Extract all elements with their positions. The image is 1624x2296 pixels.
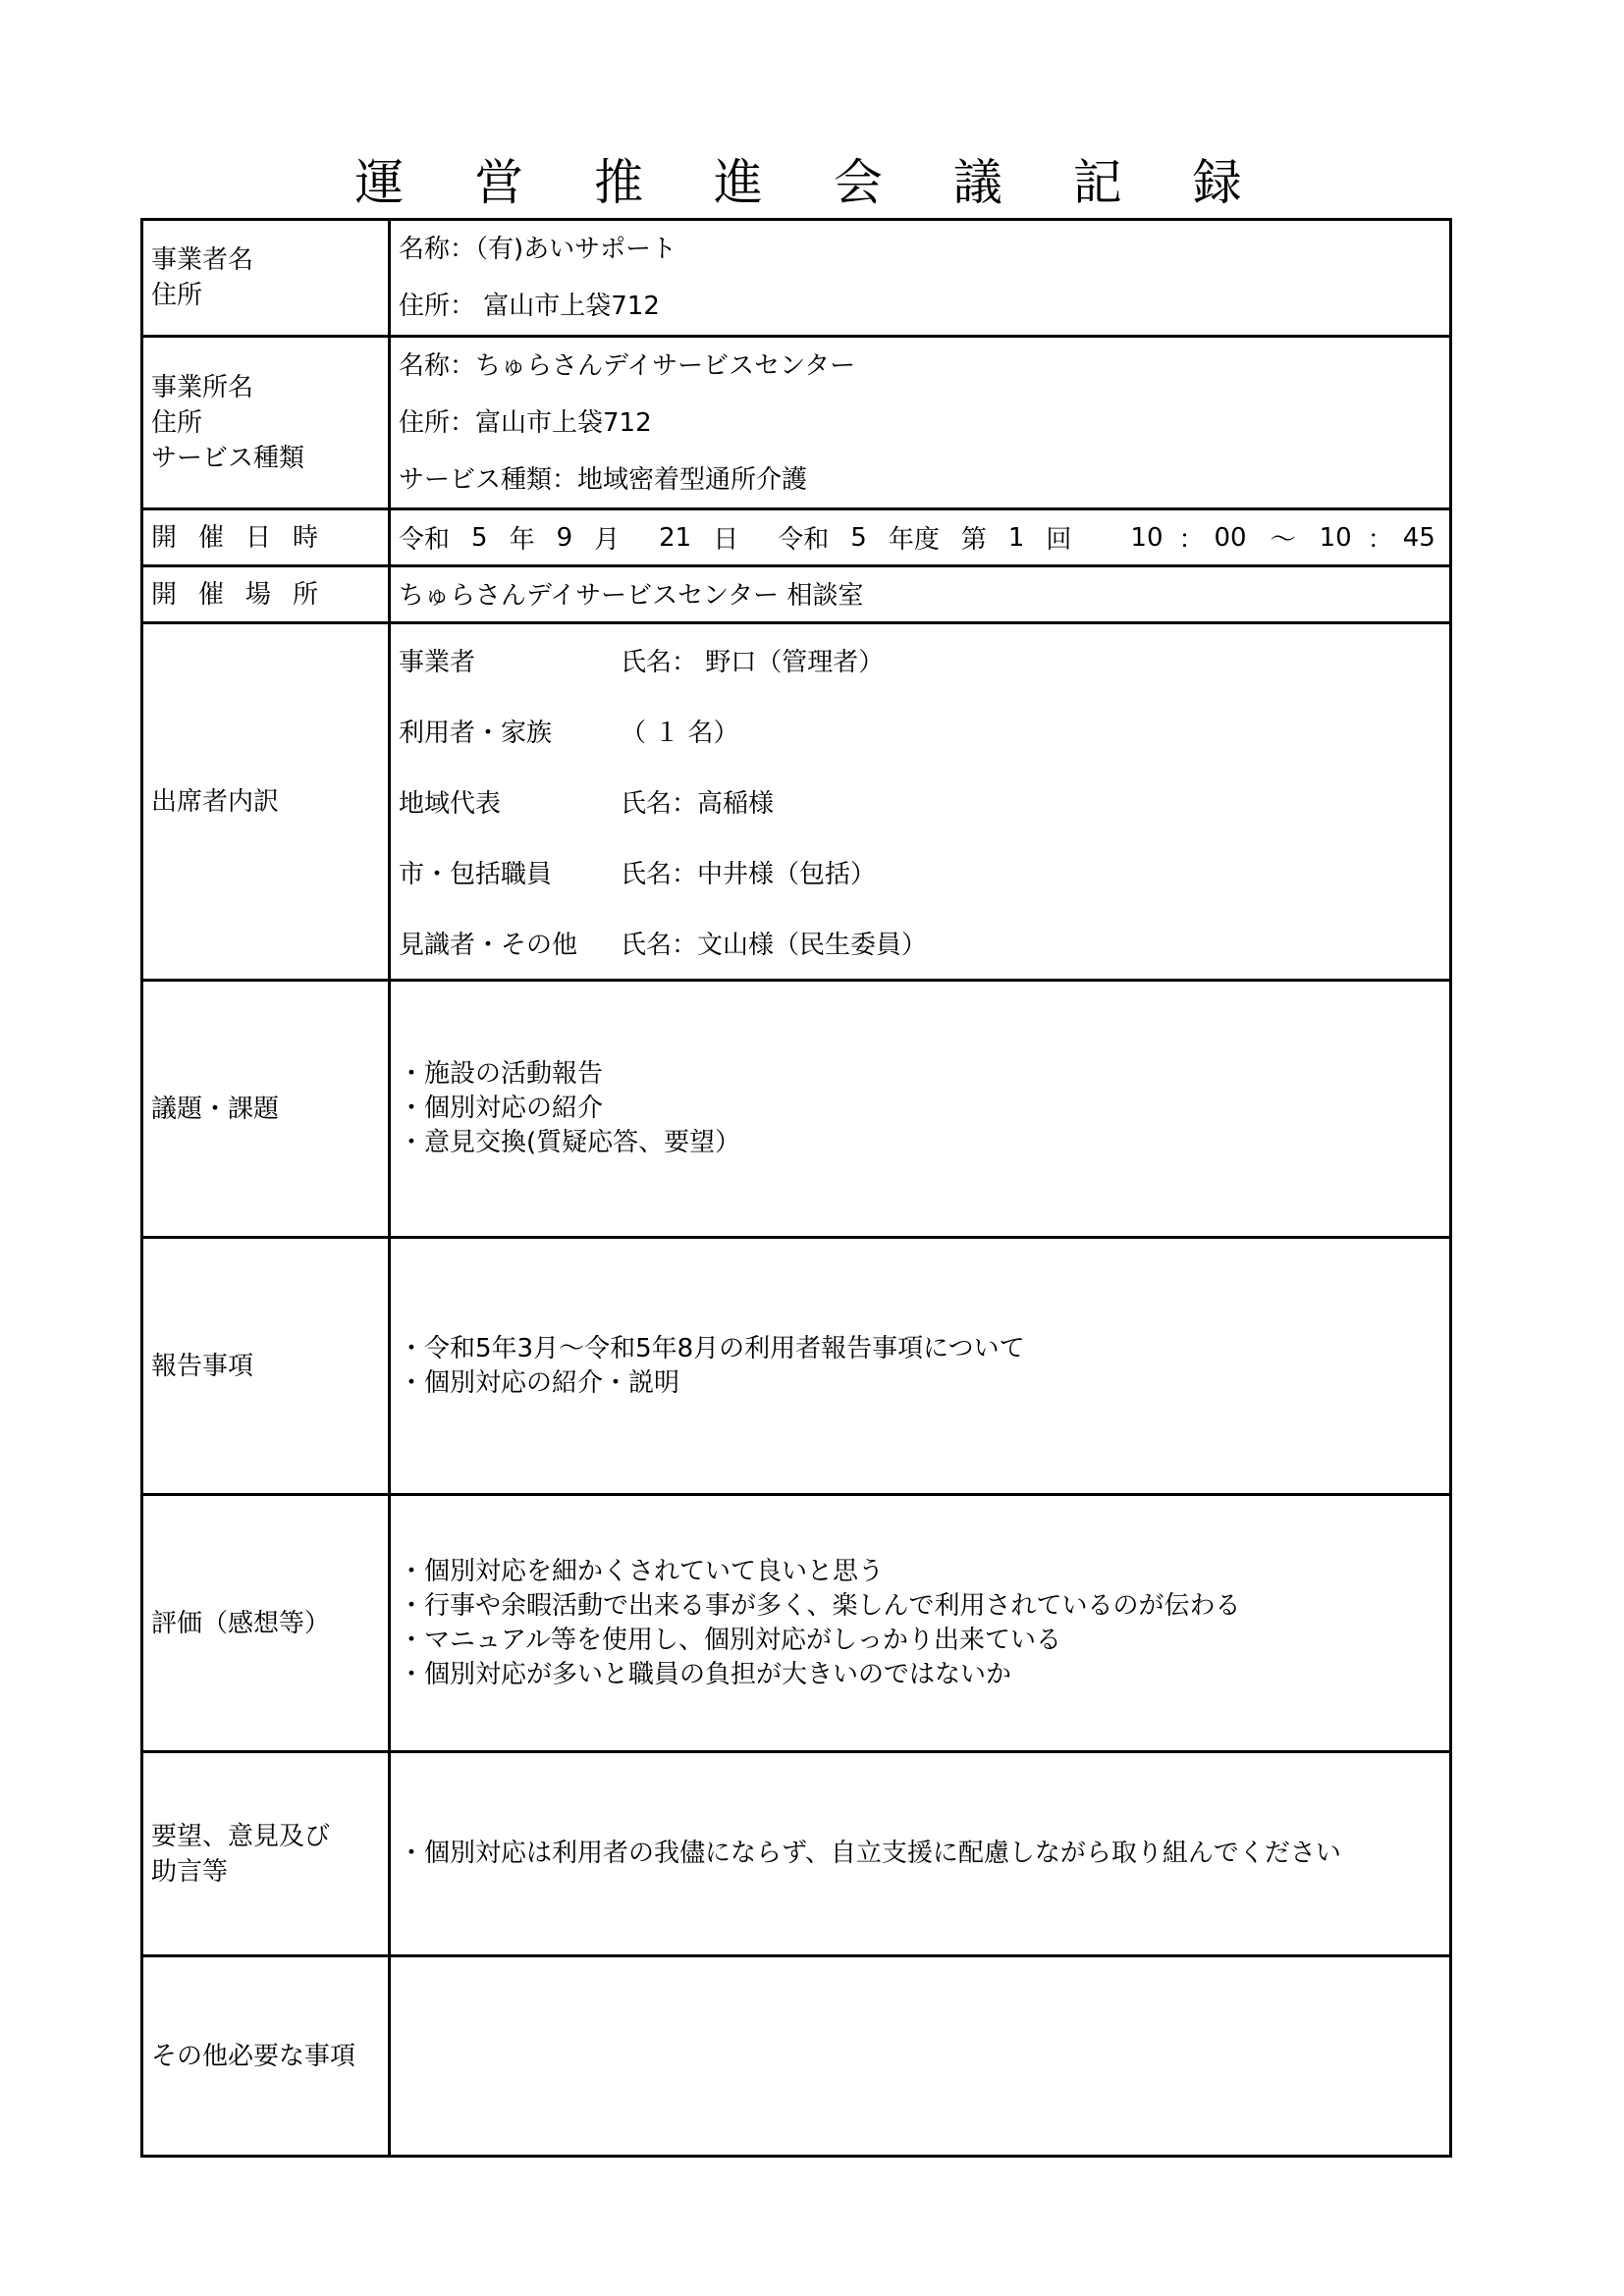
fiscal-year: 5 (850, 522, 867, 553)
attendee-count: （ １ 名） (621, 719, 739, 748)
attendee-row (399, 908, 1449, 979)
operator-name: 名称：（有)あいサポート (399, 235, 677, 264)
date-value (391, 510, 1449, 564)
attendee-role: 見識者・その他 (399, 931, 578, 960)
other-label: その他必要な事項 (143, 1957, 391, 2155)
session-number: 1 (1007, 522, 1025, 553)
evaluation-item: ・行事や余暇活動で出来る事が多く、楽しんで利用されているのが伝わる (399, 1590, 1241, 1621)
requests-label (143, 1753, 391, 1954)
agenda-row (143, 979, 1449, 1236)
venue-row (143, 564, 1449, 621)
session-unit: 回 (1046, 525, 1072, 555)
date-month: 9 (556, 522, 573, 553)
time-range-tilde: ～ (1270, 525, 1296, 555)
attendee-row (399, 696, 1449, 767)
evaluation-row (143, 1493, 1449, 1750)
office-label-line: サービス種類 (151, 443, 305, 473)
evaluation-item: ・個別対応が多いと職員の負担が大きいのではないか (399, 1659, 1012, 1689)
report-item: ・令和5年3月～令和5年8月の利用者報告事項について (399, 1333, 1025, 1363)
requests-item: ・個別対応は利用者の我儘にならず、自立支援に配慮しながら取り組んでください (399, 1839, 1341, 1868)
operator-label (143, 221, 391, 335)
attendee-role: 利用者・家族 (399, 719, 553, 748)
fiscal-unit: 年度 (888, 525, 940, 555)
meeting-record-form (140, 218, 1452, 2158)
venue-label: 開催場所 (143, 567, 391, 621)
requests-label-line: 助言等 (151, 1856, 229, 1887)
office-row (143, 335, 1449, 507)
evaluation-item: ・マニュアル等を使用し、個別対応がしっかり出来ている (399, 1625, 1061, 1655)
other-value (391, 1957, 1449, 2155)
end-colon: ： (1367, 525, 1393, 555)
requests-row (143, 1750, 1449, 1954)
agenda-label: 議題・課題 (143, 982, 391, 1236)
evaluation-label: 評価（感想等） (143, 1496, 391, 1750)
session-prefix: 第 (960, 525, 987, 555)
fiscal-era: 令和 (778, 525, 830, 555)
office-service: サービス種類：地域密着型通所介護 (399, 465, 808, 495)
report-label: 報告事項 (143, 1239, 391, 1493)
attendees-label: 出席者内訳 (143, 624, 391, 979)
venue-text: ちゅらさんデイサービスセンター 相談室 (399, 581, 864, 611)
operator-label-line: 事業者名 (151, 245, 254, 275)
office-label (143, 338, 391, 507)
office-address: 住所：富山市上袋712 (399, 408, 652, 438)
date-day: 21 (659, 522, 692, 553)
office-label-line: 住所 (151, 407, 203, 438)
date-row (143, 507, 1449, 564)
attendee-row (399, 837, 1449, 908)
page-title: 運 営 推 進 会 議 記 録 (354, 154, 1270, 211)
attendee-row (399, 767, 1449, 837)
start-minute: 00 (1214, 522, 1247, 553)
date-year: 5 (471, 522, 488, 553)
office-name: 名称：ちゅらさんデイサービスセンター (399, 351, 856, 381)
date-day-unit: 日 (713, 525, 739, 555)
agenda-item: ・個別対応の紹介 (399, 1094, 604, 1123)
report-value (391, 1239, 1449, 1493)
evaluation-value (391, 1496, 1449, 1750)
date-label: 開催日時 (143, 510, 391, 564)
agenda-value (391, 982, 1449, 1236)
attendee-name: 氏名： 野口（管理者） (621, 648, 885, 677)
attendee-role: 地域代表 (399, 789, 502, 819)
operator-value (391, 221, 1449, 335)
report-item: ・個別対応の紹介・説明 (399, 1367, 680, 1398)
requests-label-line: 要望、意見及び (151, 1821, 331, 1851)
office-label-line: 事業所名 (151, 372, 254, 402)
operator-row (143, 221, 1449, 335)
venue-value (391, 567, 1449, 621)
start-hour: 10 (1130, 522, 1164, 553)
attendee-name: 氏名：文山様（民生委員） (621, 931, 928, 960)
end-minute: 45 (1402, 522, 1435, 553)
operator-address: 住所： 富山市上袋712 (399, 292, 660, 321)
start-colon: ： (1178, 525, 1205, 555)
date-era: 令和 (399, 525, 451, 555)
agenda-item: ・意見交換(質疑応答、要望） (399, 1128, 741, 1157)
attendees-row (143, 621, 1449, 979)
attendee-row (399, 625, 1449, 696)
requests-value (391, 1753, 1449, 1954)
office-value (391, 338, 1449, 507)
agenda-item: ・施設の活動報告 (399, 1059, 604, 1089)
evaluation-item: ・個別対応を細かくされていて良いと思う (399, 1556, 885, 1586)
date-month-unit: 月 (594, 525, 621, 555)
date-year-unit: 年 (509, 525, 535, 555)
attendee-role: 市・包括職員 (399, 860, 553, 889)
attendee-name: 氏名：高稲様 (621, 789, 775, 819)
attendees-value (391, 624, 1449, 979)
end-hour: 10 (1319, 522, 1352, 553)
attendee-name: 氏名：中井様（包括） (621, 860, 877, 889)
attendee-role: 事業者 (399, 648, 476, 677)
report-row (143, 1236, 1449, 1493)
other-row (143, 1954, 1449, 2155)
operator-label-line: 住所 (151, 281, 203, 310)
